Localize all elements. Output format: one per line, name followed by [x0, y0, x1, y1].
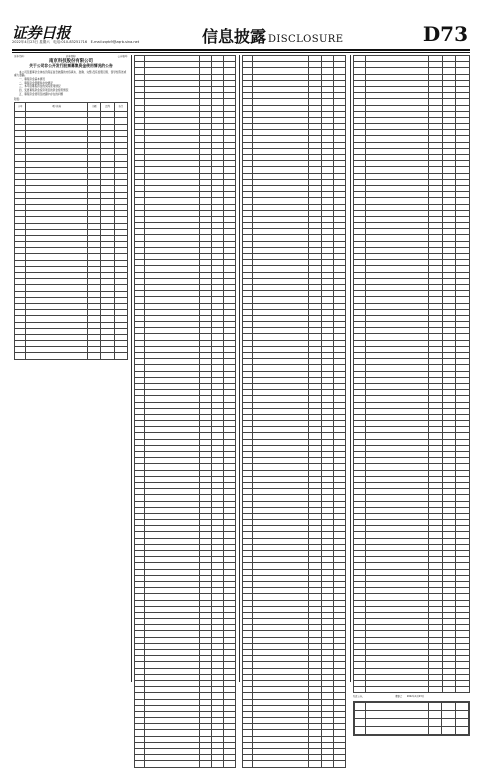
notice-paragraph: 五、募集资金使用及披露中存在的问题: [19, 92, 64, 96]
dateline: 2022年4月23日 星期六 电话:010-83251716 E-mail:zqrb9@zqrb.sina.net: [12, 40, 140, 44]
masthead-rule: [12, 49, 470, 51]
header-cell: 项目名称: [26, 103, 88, 112]
table-cell: [101, 353, 114, 359]
table-cell: [114, 353, 127, 359]
table-row: [355, 711, 469, 719]
table-cell: [366, 703, 428, 711]
table-cell: [223, 761, 235, 767]
table-cell: [455, 727, 468, 735]
section-title: [202, 24, 343, 47]
table-cell: [442, 727, 455, 735]
table-cell: [321, 761, 333, 767]
table-cell: [366, 727, 428, 735]
notice-meta: [14, 55, 128, 58]
footer-date: 2022年4月23日: [406, 695, 424, 699]
table-row: [15, 353, 128, 359]
table-cell: [428, 727, 441, 735]
header-cell: 备注: [114, 103, 127, 112]
notice-paragraph: 三、本年度募集资金的实际使用情况: [19, 85, 61, 89]
header-cell: 比例: [101, 103, 114, 112]
table-row: [354, 687, 470, 693]
table-cell: [333, 761, 345, 767]
notice-paragraph: 本公司及董事会全体成员保证信息披露的内容真实、准确、完整,没有虚假记载、误导性陈述或重大遗漏。: [14, 71, 127, 78]
table-cell: [253, 761, 309, 767]
table-cell: [211, 761, 223, 767]
column-4: [353, 55, 470, 699]
table-cell: [428, 711, 441, 719]
table-header-row: [15, 103, 128, 112]
page-number: D73: [422, 22, 468, 46]
summary-table: [354, 702, 469, 735]
table-cell: [199, 761, 211, 767]
stock-name-label: 证券简称:: [65, 55, 77, 58]
column-2: [134, 55, 236, 682]
table-cell: [365, 687, 428, 693]
notice-paragraph: 四、变更募集资金投资项目的资金使用情况: [19, 89, 69, 93]
table-cell: [442, 703, 455, 711]
table-cell: [442, 687, 456, 693]
table-cell: [355, 719, 366, 727]
company-name: 南京科技股份有限公司: [49, 59, 93, 65]
notice-footer: [353, 695, 470, 698]
footer-note: 特此公告。: [353, 695, 365, 699]
table-cell: [26, 353, 88, 359]
notice-title: 关于公司非公开发行股票募集资金使用情况的公告: [29, 63, 113, 69]
table-cell: [135, 761, 145, 767]
masthead: [12, 22, 474, 48]
table-cell: [366, 719, 428, 727]
table-cell: [15, 353, 26, 359]
notice-paragraph: 一、募集资金基本情况: [19, 77, 45, 81]
table-cell: [456, 687, 470, 693]
table-row: [355, 727, 469, 735]
table-cell: [428, 703, 441, 711]
summary-box: [353, 701, 470, 736]
table-cell: [354, 687, 366, 693]
table-cell: [429, 687, 443, 693]
notice-paragraphs: [14, 71, 128, 96]
notice-paragraph: 二、募集资金管理和存放情况: [19, 81, 53, 85]
column-3: [242, 55, 346, 682]
table-row: [243, 761, 346, 767]
table-cell: [428, 719, 441, 727]
table-cell: [455, 703, 468, 711]
table-cell: [309, 761, 321, 767]
disclosure-table: [242, 55, 346, 768]
table-row: [355, 703, 469, 711]
table-cell: [145, 761, 200, 767]
table-cell: [243, 761, 253, 767]
table-cell: [455, 711, 468, 719]
newspaper-logo: 证券日报: [12, 24, 71, 42]
table-cell: [366, 711, 428, 719]
table-cell: [455, 719, 468, 727]
notice-block: [14, 55, 128, 101]
disclosure-table: [14, 102, 128, 360]
column-divider: [239, 55, 240, 682]
table-label: 附表:: [14, 97, 21, 101]
section-title-en: DISCLOSURE: [268, 34, 344, 45]
header-cell: 金额: [88, 103, 101, 112]
masthead-rule-thin: [12, 52, 470, 53]
column-divider: [131, 55, 132, 682]
table-row: [135, 761, 236, 767]
section-title-cn: 信息披露: [202, 27, 267, 46]
table-cell: [355, 711, 366, 719]
header-cell: 序号: [15, 103, 26, 112]
column-divider: [350, 55, 351, 682]
table-cell: [355, 727, 366, 735]
table-row: [355, 719, 469, 727]
table-cell: [88, 353, 101, 359]
disclosure-table: [134, 55, 236, 768]
table-cell: [355, 703, 366, 711]
table-cell: [442, 711, 455, 719]
stock-code-label: 证券代码:: [14, 55, 25, 58]
column-1: [14, 55, 128, 682]
footer-signature: 董事会: [395, 695, 403, 699]
notice-number-label: 公告编号:: [117, 55, 128, 58]
disclosure-table: [353, 55, 470, 693]
table-cell: [442, 719, 455, 727]
